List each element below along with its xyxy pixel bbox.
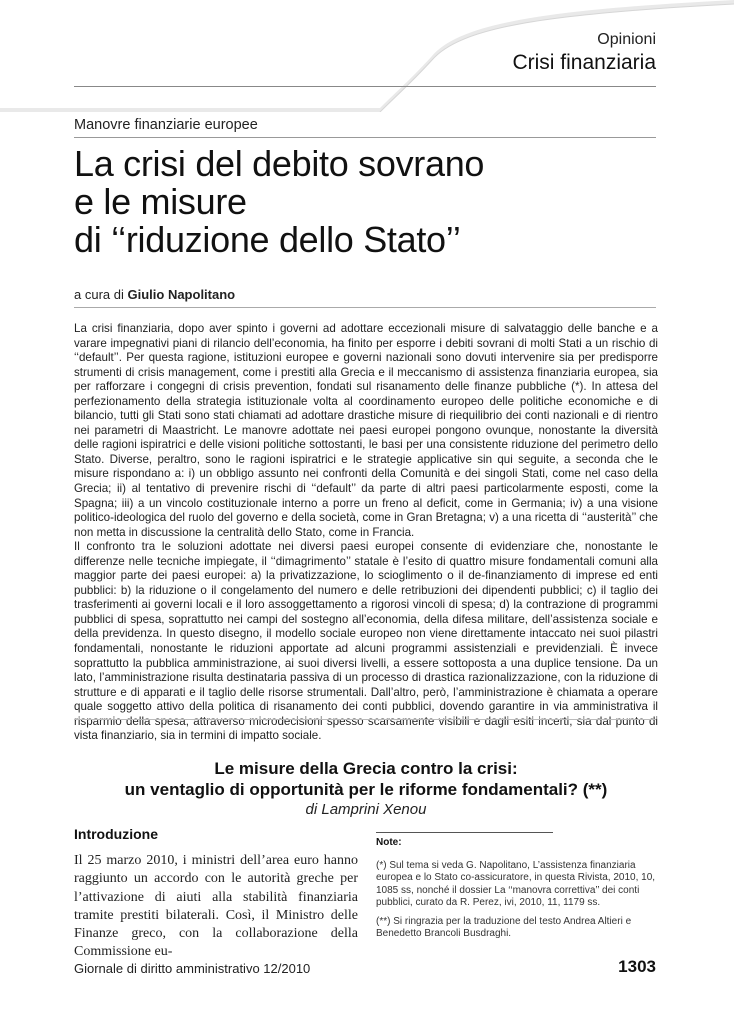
kicker-rule xyxy=(74,137,656,138)
intro-text xyxy=(74,322,658,744)
intro-paragraph: La crisi finanziaria, dopo aver spinto i governi ad adottare eccezionali misure di salvataggio delle banche e a varare impegnativi piani di rilancio dell’economia, ha finito per esporre i debiti sovrani di molti Stati a un rischio di ‘‘default’’. Per questa ragione, istituzioni europee e governi nazionali sono dovuti intervenire sia per predisporre strumenti di crisis management, come i prestiti alla Grecia e il meccanismo di assistenza finanziaria europea, sia per rafforzare i congegni di crisis prevention, fondati sul risanamento delle finanze pubbliche (*). In attesa del perfezionamento della strategia istituzionale volta al coordinamento europeo delle politiche economiche e di bilancio, tutti gli Stati sono stati chiamati ad adottare drastiche misure di riequilibrio dei conti nazionali e di rientro nei parametri di Maastricht. Le manovre adottate nei paesi europei pongono ovunque, nonostante la diversità delle ragioni ispiratrici e delle visioni politiche sottostanti, le basi per una consistente riduzione del perimetro dello Stato. Diverse, peraltro, sono le ragioni ispiratrici e le strategie applicative sin qui seguite, a seconda che le misure rispondano a: i) un obbligo assunto nei confronti della Comunità e dei singoli Stati, come nel caso della Grecia; ii) al tentativo di prevenire rischi di ‘‘default’’ da parte di altri paesi particolarmente esposti, come la Spagna; iii) a un vincolo costituzionale interno a porre un freno al deficit, come in Germania; iv) a una visione politico-ideologica del ruolo del governo e della società, come in Gran Bretagna; v) a una ricetta di ‘‘austerità’’ che non metta in discussione la centralità dello Stato, come in Francia. xyxy=(74,322,658,539)
page-title xyxy=(74,145,664,259)
page-number: 1303 xyxy=(618,957,656,976)
notes-rule xyxy=(376,832,553,833)
byline-rule xyxy=(74,307,656,308)
byline-prefix: a cura di xyxy=(74,287,124,302)
byline xyxy=(74,287,235,302)
title-line: La crisi del debito sovrano xyxy=(74,143,485,184)
article-title-block xyxy=(74,758,658,819)
journal-footer: Giornale di diritto amministrativo 12/2010 xyxy=(74,961,311,976)
article-author: di Lamprini Xenou xyxy=(305,801,427,818)
header-rule xyxy=(74,86,656,87)
byline-author: Giulio Napolitano xyxy=(127,287,236,302)
article-kicker: Manovre finanziarie europee xyxy=(74,117,258,133)
notes-label: Note: xyxy=(376,837,402,848)
title-line: di ‘‘riduzione dello Stato’’ xyxy=(74,219,461,260)
section-heading: Introduzione xyxy=(74,826,158,842)
article-title-line: Le misure della Grecia contro la crisi: xyxy=(214,759,518,778)
article-body-column xyxy=(74,826,358,962)
article-title-line: un ventaglio di opportunità per le riforme fondamentali? (**) xyxy=(124,780,608,799)
footnotes xyxy=(376,832,658,946)
footnote: (*) Sul tema si veda G. Napolitano, L’assistenza finanziaria europea e lo Stato co-assicuratore, in questa Rivista, 2010, 10, 1085 ss, nonché il dossier La ‘‘manovra correttiva’’ dei conti pubblici, curato da R. Perez, ivi, 2010, 11, 1179 ss. xyxy=(376,860,656,909)
section-title: Crisi finanziaria xyxy=(512,51,656,74)
footnote: (**) Si ringrazia per la traduzione del testo Andrea Altieri e Benedetto Brancoli Busdraghi. xyxy=(376,915,632,940)
intro-end-rule xyxy=(74,719,656,720)
title-line: e le misure xyxy=(74,181,247,222)
intro-paragraph: Il confronto tra le soluzioni adottate nei diversi paesi europei consente di evidenziare che, nonostante le differenze nelle tecniche impiegate, il ‘‘dimagrimento’’ statale è l’esito di quattro misure fondamentali comuni alla maggior parte dei paesi europei: a) la privatizzazione, lo scioglimento o il de-finanziamento di imprese ed enti pubblici: b) la riduzione o il congelamento del numero e delle retribuzioni dei dipendenti pubblici; c) il taglio dei trasferimenti ai governi locali e il loro assoggettamento a rigorosi vincoli di spesa; d) la contrazione di programmi pubblici di spesa, soprattutto nei campi del sostegno all’economia, della difesa militare, dell’assistenza sociale e della previdenza. In questo disegno, il modello sociale europeo non viene direttamente intaccato nei suoi pilastri fondamentali, nonostante le riduzioni apportate ad alcuni programmi assistenziali e previdenziali. È invece soprattutto la pubblica amministrazione, ai suoi diversi livelli, a essere sottoposta a una duplice tensione. Da un lato, l’amministrazione risulta destinataria passiva di un processo di drastica razionalizzazione, con la riduzione di strutture e di apparati e il taglio delle risorse strumentali. Dall’altro, però, l’amministrazione è chiamata a operare quale soggetto attivo della politica di risanamento dei conti pubblici, dovendo garantire in via amministrativa il risparmio della spesa, attraverso microdecisioni spesso scarsamente visibili e dagli esiti incerti, sia dal punto di vista finanziario, sia in termini di impatto sociale. xyxy=(74,540,658,743)
section-subtitle: Opinioni xyxy=(597,31,656,48)
article-body-text: Il 25 marzo 2010, i ministri dell’area euro hanno raggiunto un accordo con le autorità greche per l’attivazione di aiuti alla stabilità finanziaria tramite prestiti bilaterali. Così, il Ministro delle Finanze greco, con la collaborazione della Commissione eu- xyxy=(74,853,358,960)
section-header xyxy=(512,30,656,76)
